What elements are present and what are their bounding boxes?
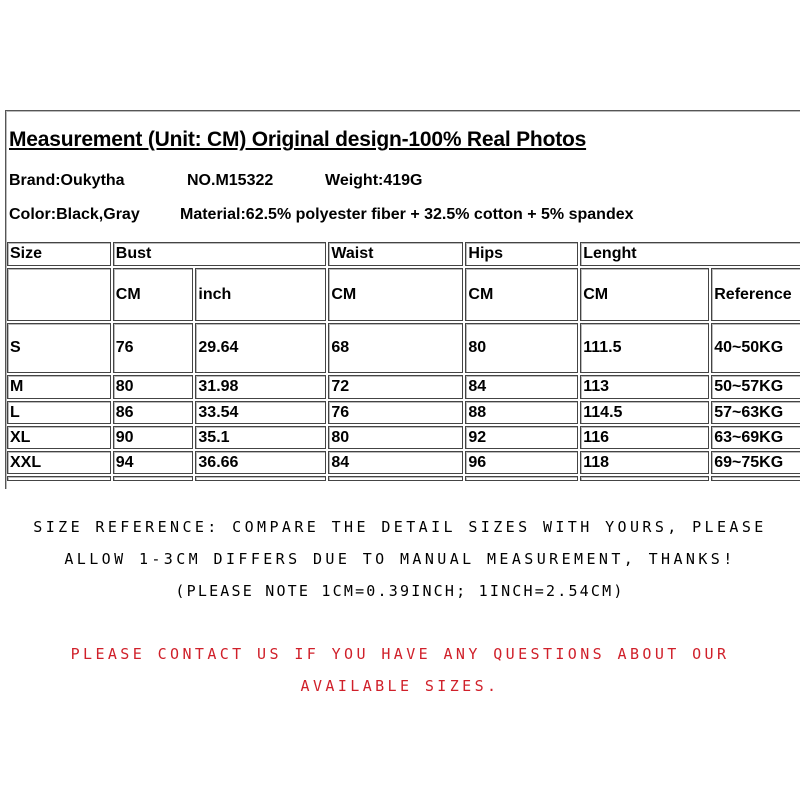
cell-bust-inch: 29.64 [195,323,326,373]
cell-bust-cm: 90 [113,426,194,449]
cell-bust-cm: 76 [113,323,194,373]
table-row [7,375,800,399]
weight-label: Weight:419G [325,172,423,189]
cell-hips: 80 [465,323,578,373]
size-note-line-1: SIZE REFERENCE: COMPARE THE DETAIL SIZES WITH YOURS, PLEASE [33,518,767,536]
header-hips: Hips [465,242,578,266]
cell-hips: 88 [465,401,578,424]
cell-waist: 76 [328,401,463,424]
subheader-hips-cm: CM [465,268,578,321]
material-label: Material:62.5% polyester fiber + 32.5% cotton + 5% spandex [180,206,634,223]
subheader-length-cm: CM [580,268,709,321]
cell-waist: 80 [328,426,463,449]
cell-size: M [7,375,111,399]
cell-waist: 68 [328,323,463,373]
cell-length: 116 [580,426,709,449]
header-size: Size [7,242,111,266]
contact-note-line-2: AVAILABLE SIZES. [300,677,500,695]
cell-bust-inch: 36.66 [195,451,326,474]
cell-reference: 50~57KG [711,375,800,399]
cell-size: S [7,323,111,373]
cell-reference: 57~63KG [711,401,800,424]
table-row [7,451,800,474]
brand-label: Brand:Oukytha [9,172,125,189]
size-note-line-2: ALLOW 1-3CM DIFFERS DUE TO MANUAL MEASUREMENT, THANKS! [64,550,736,568]
cell-length: 118 [580,451,709,474]
table-row [7,323,800,373]
cell-size: XL [7,426,111,449]
cell-bust-cm: 94 [113,451,194,474]
cell-hips: 92 [465,426,578,449]
subheader-empty [7,268,111,321]
subheader-bust-cm: CM [113,268,194,321]
cell-hips: 96 [465,451,578,474]
subheader-bust-inch: inch [195,268,326,321]
subheader-reference: Reference [711,268,800,321]
cell-bust-inch: 31.98 [195,375,326,399]
cell-waist: 84 [328,451,463,474]
cell-length: 113 [580,375,709,399]
table-subheader-row [7,268,800,321]
contact-note-line-1: PLEASE CONTACT US IF YOU HAVE ANY QUESTIONS ABOUT OUR [70,645,730,663]
cell-length: 111.5 [580,323,709,373]
cell-reference: 63~69KG [711,426,800,449]
subheader-waist-cm: CM [328,268,463,321]
page-title: Measurement (Unit: CM) Original design-100% Real Photos [9,128,587,151]
cell-hips: 84 [465,375,578,399]
cell-reference: 69~75KG [711,451,800,474]
cell-size: XXL [7,451,111,474]
header-waist: Waist [328,242,463,266]
color-label: Color:Black,Gray [9,206,140,223]
header-bust: Bust [113,242,327,266]
size-table [5,240,800,483]
cell-reference: 40~50KG [711,323,800,373]
conversion-note: (PLEASE NOTE 1CM=0.39INCH; 1INCH=2.54CM) [175,582,625,600]
cell-length: 114.5 [580,401,709,424]
cell-bust-cm: 86 [113,401,194,424]
table-row [7,401,800,424]
cell-bust-inch: 35.1 [195,426,326,449]
table-row [7,426,800,449]
cell-bust-inch: 33.54 [195,401,326,424]
cell-bust-cm: 80 [113,375,194,399]
cell-size: L [7,401,111,424]
cell-waist: 72 [328,375,463,399]
table-row-fragment [7,476,800,481]
header-length: Lenght [580,242,800,266]
model-number: NO.M15322 [187,172,274,189]
table-header-row [7,242,800,266]
